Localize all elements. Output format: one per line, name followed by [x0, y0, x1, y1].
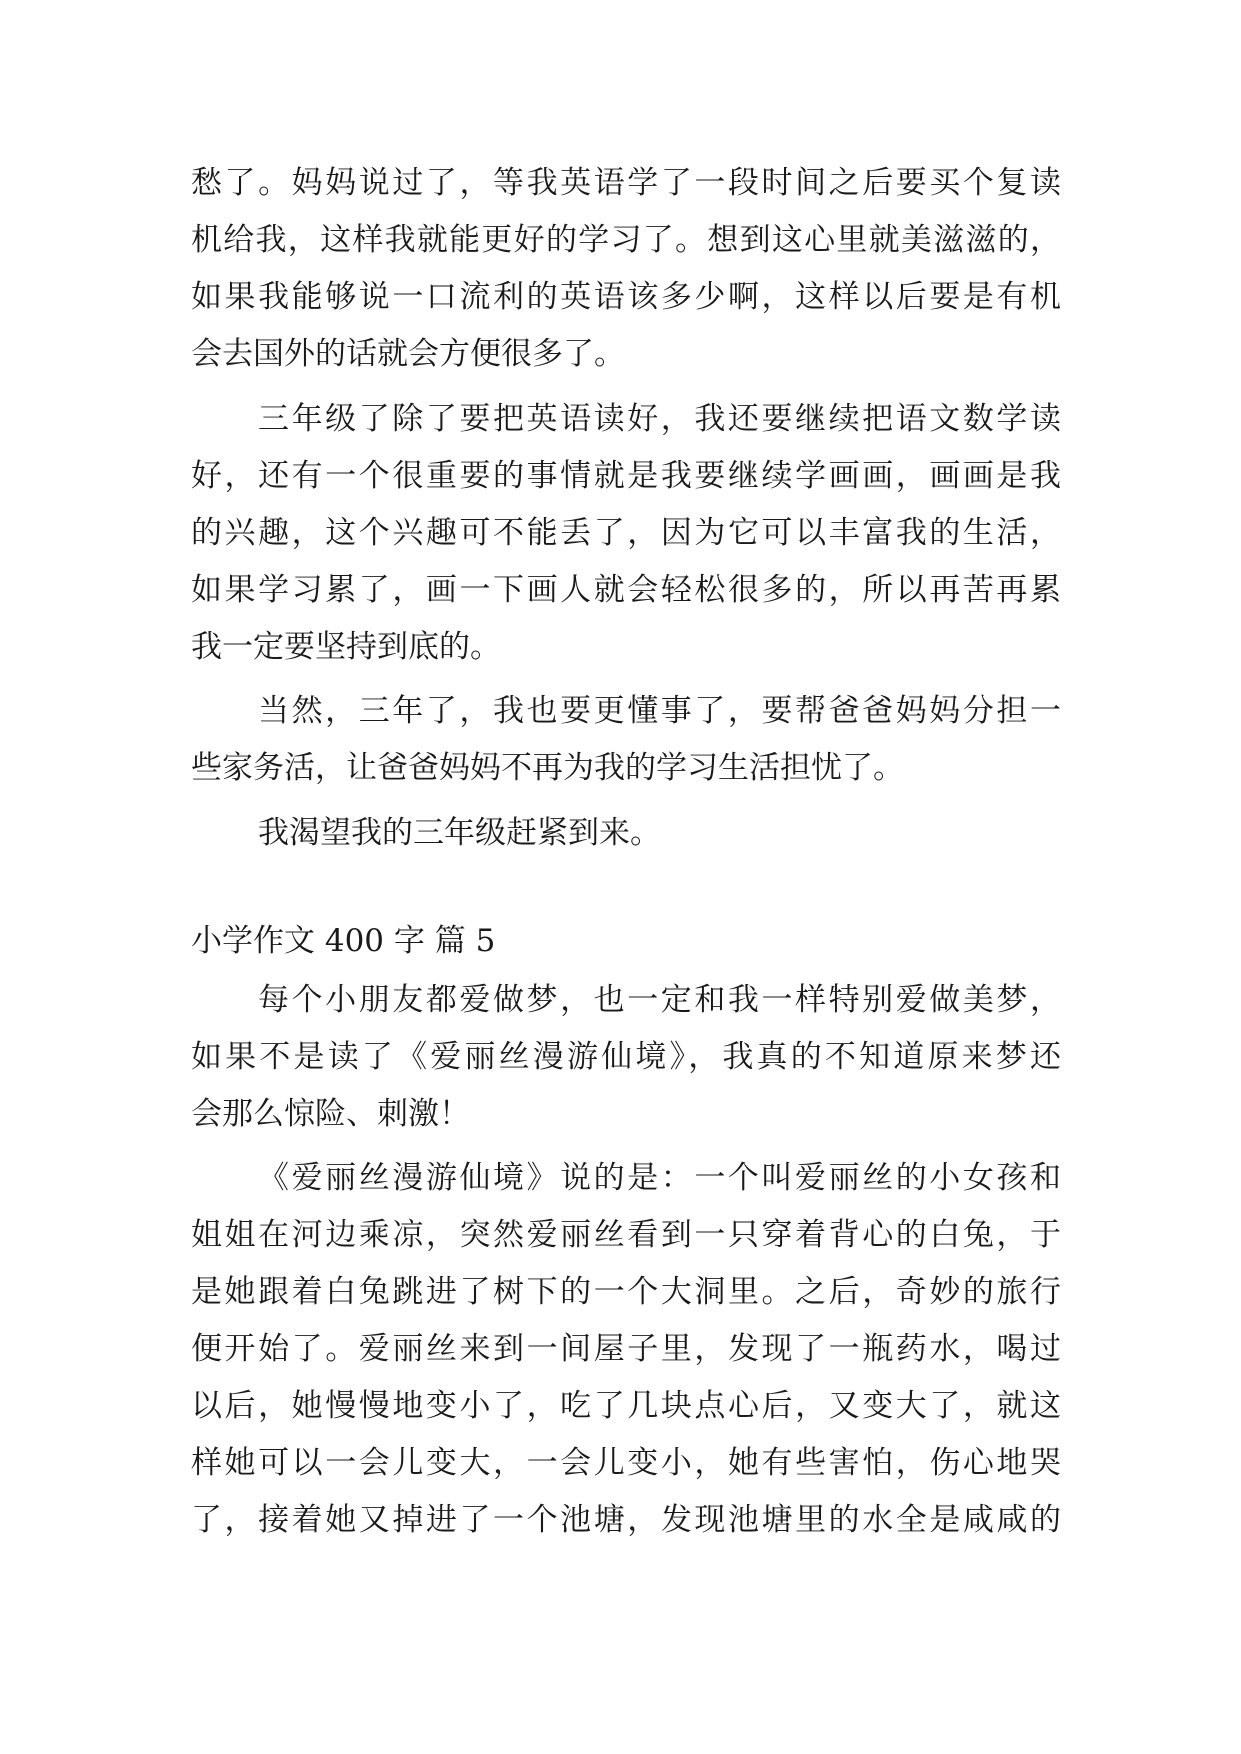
paragraph-3-line-1: 当然，三年了，我也要更懂事了，要帮爸爸妈妈分担一 — [258, 693, 1061, 729]
paragraph-6-line-5: 以后，她慢慢地变小了，吃了几块点心后，又变大了，就这 — [191, 1388, 1061, 1424]
paragraph-2-line-4: 如果学习累了，画一下画人就会轻松很多的，所以再苦再累 — [191, 572, 1061, 608]
section-heading: 小学作文 400 字 篇 5 — [191, 923, 496, 959]
paragraph-6-line-3: 是她跟着白兔跳进了树下的一个大洞里。之后，奇妙的旅行 — [191, 1274, 1061, 1310]
paragraph-1-line-4: 会去国外的话就会方便很多了。 — [191, 336, 625, 372]
paragraph-2-line-1: 三年级了除了要把英语读好，我还要继续把语文数学读 — [258, 401, 1061, 437]
paragraph-6-line-1: 《爱丽丝漫游仙境》说的是：一个叫爱丽丝的小女孩和 — [258, 1160, 1061, 1196]
paragraph-6-line-4: 便开始了。爱丽丝来到一间屋子里，发现了一瓶药水，喝过 — [191, 1331, 1061, 1367]
paragraph-1-line-3: 如果我能够说一口流利的英语该多少啊，这样以后要是有机 — [191, 279, 1061, 315]
paragraph-5-line-3: 会那么惊险、刺激！ — [191, 1096, 470, 1132]
paragraph-6-line-6: 样她可以一会儿变大，一会儿变小，她有些害怕，伤心地哭 — [191, 1445, 1061, 1481]
paragraph-5-line-1: 每个小朋友都爱做梦，也一定和我一样特别爱做美梦， — [258, 982, 1061, 1018]
paragraph-5-line-2: 如果不是读了《爱丽丝漫游仙境》，我真的不知道原来梦还 — [191, 1039, 1061, 1075]
paragraph-2-line-5: 我一定要坚持到底的。 — [191, 629, 501, 665]
paragraph-6-line-7: 了，接着她又掉进了一个池塘，发现池塘里的水全是咸咸的 — [191, 1502, 1061, 1538]
paragraph-4-line-1: 我渴望我的三年级赶紧到来。 — [258, 815, 661, 851]
paragraph-3-line-2: 些家务活，让爸爸妈妈不再为我的学习生活担忧了。 — [191, 750, 904, 786]
paragraph-6-line-2: 姐姐在河边乘凉，突然爱丽丝看到一只穿着背心的白兔，于 — [191, 1217, 1061, 1253]
paragraph-1-line-1: 愁了。妈妈说过了，等我英语学了一段时间之后要买个复读 — [191, 165, 1061, 201]
paragraph-1-line-2: 机给我，这样我就能更好的学习了。想到这心里就美滋滋的， — [191, 222, 1061, 258]
paragraph-2-line-2: 好，还有一个很重要的事情就是我要继续学画画，画画是我 — [191, 458, 1061, 494]
paragraph-2-line-3: 的兴趣，这个兴趣可不能丢了，因为它可以丰富我的生活， — [191, 515, 1061, 551]
